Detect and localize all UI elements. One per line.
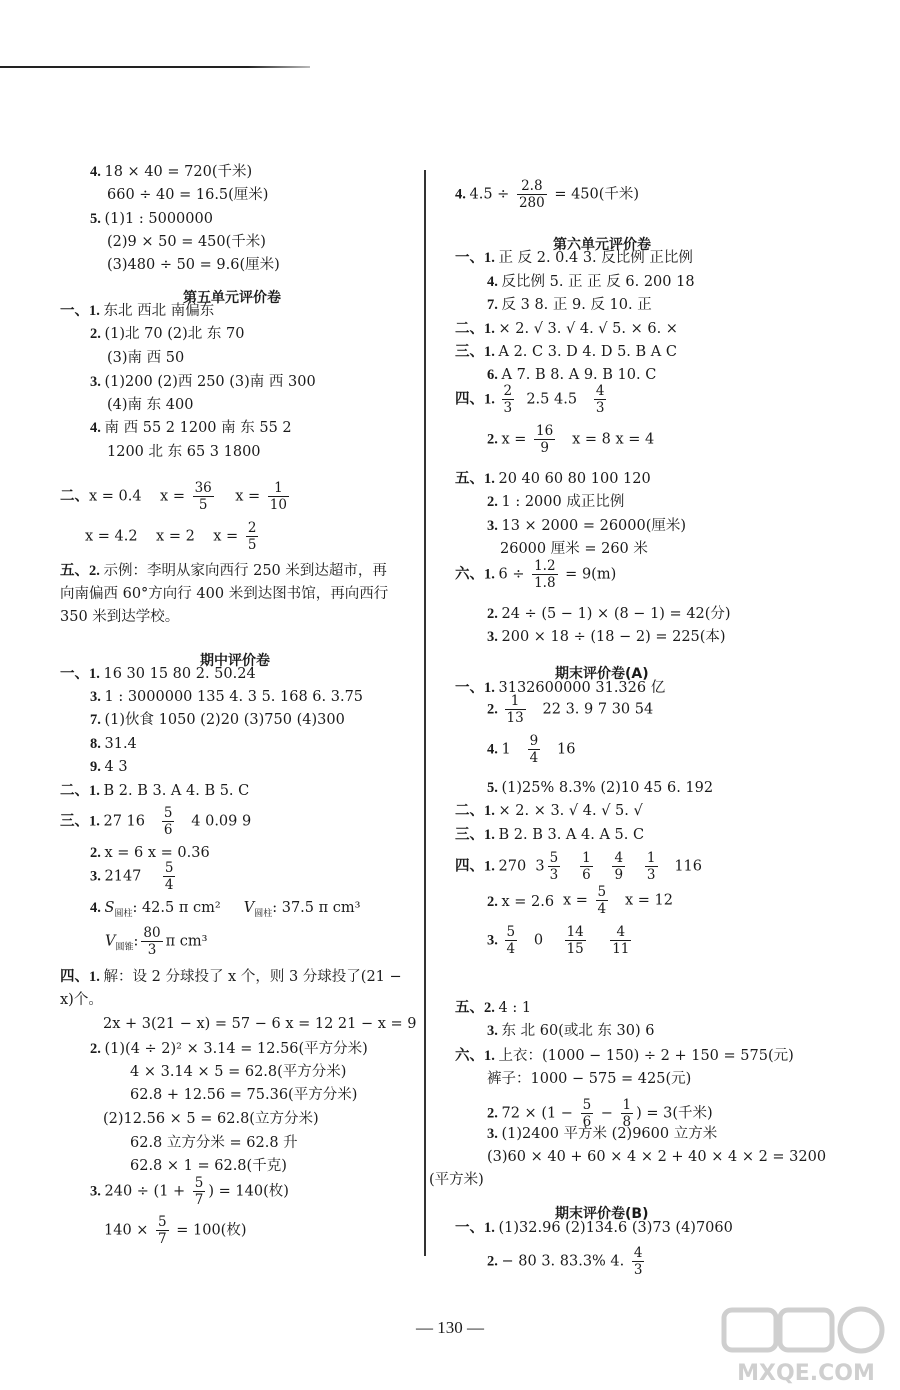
- answer-line: 3. 2147 $\frac{5}{4}$: [90, 860, 174, 893]
- answer-text: (3)南 西 50: [107, 350, 185, 366]
- answer-line: [60, 990, 103, 1010]
- answer-text: 东 北 60(或北 东 30) 6: [501, 1023, 655, 1039]
- answer-line: [103, 1014, 417, 1034]
- answer-text: 660 ÷ 40 = 16.5(厘米): [107, 187, 269, 203]
- answer-line: 2. − 80 3. 83.3% 4. $\frac{4}{3}$: [487, 1245, 643, 1278]
- item-number: 五、2.: [455, 1000, 499, 1016]
- fraction: $\frac{4}{3}$: [633, 1245, 643, 1278]
- answer-line: [487, 295, 652, 315]
- answer-line: [60, 781, 249, 801]
- answer-line: [90, 757, 128, 777]
- answer-line: [107, 348, 184, 368]
- answer-line: [487, 604, 731, 624]
- svg-text:MXQE.COM: MXQE.COM: [737, 1361, 875, 1386]
- answer-text: (1)2400 平方米 (2)9600 立方米: [501, 1126, 718, 1142]
- item-number: 四、1.: [60, 969, 104, 985]
- item-number: 7.: [487, 297, 502, 313]
- answer-text: (1)北 70 (2)北 东 70: [104, 326, 245, 342]
- answer-line: [487, 627, 726, 647]
- answer-text: 解：设 2 分球投了 x 个，则 3 分球投了(21 −: [103, 969, 402, 985]
- fraction: $\frac{14}{15}$: [566, 924, 584, 957]
- item-number: 4.: [90, 164, 105, 180]
- answer-line: [107, 185, 268, 205]
- item-number: 一、1.: [455, 1220, 499, 1236]
- answer-text: 1200 北 东 65 3 1800: [107, 444, 261, 460]
- answer-line: [487, 1147, 826, 1167]
- watermark-logo: [706, 1306, 886, 1386]
- answer-text: (1)200 (2)西 250 (3)南 西 300: [104, 374, 316, 390]
- fraction: $\frac{2}{3}$: [503, 383, 513, 416]
- item-number: 3.: [90, 689, 105, 705]
- item-number: 5.: [90, 211, 105, 227]
- answer-line: 四、1. 270 3 $\frac{5}{3}$ $\frac{1}{6}$ $\frac{4}{9}$ $\frac{1}{3}$ 116: [455, 850, 703, 883]
- section-title-unit6: 第六单元评价卷: [553, 237, 651, 253]
- answer-line: [90, 324, 244, 344]
- answer-text: B 2. B 3. A 4. B 5. C: [103, 783, 250, 799]
- answer-line: [60, 561, 387, 581]
- fraction: $\frac{5}{7}$: [158, 1214, 167, 1247]
- answer-line: [487, 778, 713, 798]
- answer-line: [487, 365, 656, 385]
- fraction: $\frac{5}{6}$: [163, 805, 173, 838]
- fraction: $\frac{1}{13}$: [506, 693, 524, 726]
- item-number: 一、1.: [60, 666, 104, 682]
- section-title-unit5: 第五单元评价卷: [183, 290, 281, 306]
- answer-text: 上衣：(1000 − 150) ÷ 2 + 150 = 575(元): [498, 1048, 794, 1064]
- answer-line: [487, 892, 554, 912]
- fraction: $\frac{4}{11}$: [612, 924, 630, 957]
- fraction: $\frac{1}{8}$: [622, 1097, 632, 1130]
- answer-text: 反比例 5. 正 正 反 6. 200 18: [501, 274, 695, 290]
- answer-text: 350 米到达学校。: [60, 609, 180, 625]
- item-number: 五、1.: [455, 471, 499, 487]
- answer-line: 3. $\frac{5}{4}$ 0 $\frac{14}{15}$ $\frac{4}{11}$: [487, 924, 630, 957]
- fraction: $\frac{16}{9}$: [536, 423, 554, 456]
- item-number: 六、1.: [455, 1048, 499, 1064]
- answer-line: [60, 584, 388, 604]
- answer-line: [455, 998, 531, 1018]
- answer-line: [130, 1133, 298, 1153]
- item-number: 3.: [487, 629, 502, 645]
- answer-text: 1 : 2000 成正比例: [501, 494, 625, 510]
- answer-line: [455, 825, 644, 845]
- answer-line: [90, 418, 292, 438]
- answer-line: 二、x = 0.4 x = $\frac{36}{5}$ x = $\frac{1}{10}$: [60, 480, 287, 513]
- answer-line: [90, 1039, 368, 1059]
- answer-line: x = 4.2 x = 2 x = $\frac{2}{5}$: [85, 520, 257, 553]
- answer-text: 1 : 3000000 135 4. 3 5. 168 6. 3.75: [104, 689, 364, 705]
- fraction: $\frac{5}{3}$: [549, 850, 559, 883]
- answer-text: 24 ÷ (5 − 1) × (8 − 1) = 42(分): [501, 606, 731, 622]
- answer-text: 4 : 1: [498, 1000, 532, 1016]
- answer-text: x)个。: [60, 992, 103, 1008]
- answer-line: 2. 72 × (1 − $\frac{5}{6}$ − $\frac{1}{8}$ ) = 3(千米): [487, 1097, 713, 1130]
- fraction: $\frac{5}{4}$: [164, 860, 174, 893]
- item-number: 4.: [487, 274, 502, 290]
- answer-text: (2)9 × 50 = 450(千米): [107, 234, 266, 250]
- answer-line: [487, 492, 624, 512]
- fraction: $\frac{2}{5}$: [247, 520, 257, 553]
- answer-text: 示例：李明从家向西行 250 米到达超市，再: [103, 563, 387, 579]
- fraction: $\frac{2.8}{280}$: [518, 178, 545, 211]
- answer-text: 16 30 15 80 2. 50.24: [103, 666, 256, 682]
- answer-line: [130, 1156, 287, 1176]
- fraction: $\frac{5}{7}$: [194, 1175, 204, 1208]
- header-rule: [0, 66, 310, 68]
- answer-text: × 2. × 3. √ 4. √ 5. √: [498, 803, 643, 819]
- fraction: $\frac{36}{5}$: [194, 480, 212, 513]
- item-number: 二、1.: [60, 783, 104, 799]
- answer-line: [103, 1109, 319, 1129]
- answer-line: 3. 240 ÷ (1 + $\frac{5}{7}$ ) = 140(枚): [90, 1175, 289, 1208]
- item-number: 3.: [487, 518, 502, 534]
- item-number: 一、1.: [455, 680, 499, 696]
- answer-line: 4. $S_{圆柱}$: 42.5 π cm² $V_{圆柱}$: 37.5 π cm³: [90, 900, 361, 919]
- answer-line: 2. x = $\frac{16}{9}$ x = 8 x = 4: [487, 423, 655, 456]
- answer-text: 正 反 2. 0.4 3. 反比例 正比例: [498, 250, 693, 266]
- answer-line: [455, 1046, 794, 1066]
- answer-line: [107, 232, 266, 252]
- answer-text: 62.8 立方分米 = 62.8 升: [130, 1135, 298, 1151]
- page-number: — 130 —: [416, 1318, 484, 1337]
- answer-line: [107, 395, 193, 415]
- answer-text: x = 2.6: [501, 894, 555, 910]
- answer-text: 26000 厘米 = 260 米: [500, 541, 648, 557]
- answer-line: [60, 607, 179, 627]
- item-number: 6.: [487, 367, 502, 383]
- answer-line: [90, 209, 213, 229]
- answer-text: 62.8 + 12.56 = 75.36(平方分米): [130, 1087, 358, 1103]
- item-number: 2.: [90, 1041, 105, 1057]
- answer-text: 南 西 55 2 1200 南 东 55 2: [104, 420, 292, 436]
- answer-line: [90, 734, 137, 754]
- answer-line: [500, 539, 648, 559]
- answer-line: [90, 687, 363, 707]
- answer-text: (3)480 ÷ 50 = 9.6(厘米): [107, 257, 280, 273]
- answer-line: [487, 1069, 691, 1089]
- answer-text: 向南偏西 60°方向行 400 米到达图书馆，再向西行: [60, 586, 389, 602]
- fraction: $\frac{1.2}{1.8}$: [534, 558, 556, 591]
- answer-text: A 2. C 3. D 4. D 5. B A C: [498, 344, 677, 360]
- answer-text: 18 × 40 = 720(千米): [104, 164, 253, 180]
- answer-text: (1)25% 8.3% (2)10 45 6. 192: [501, 780, 714, 796]
- answer-line: 4. 4.5 ÷ $\frac{2.8}{280}$ = 450(千米): [455, 178, 640, 211]
- section-title-final-b: 期末评价卷(B): [555, 1206, 649, 1222]
- item-number: 2.: [487, 606, 502, 622]
- answer-line: [130, 1085, 357, 1105]
- fraction: $\frac{5}{4}$: [506, 924, 516, 957]
- fraction: $\frac{4}{3}$: [595, 383, 605, 416]
- answer-line: [107, 442, 261, 462]
- answer-line: [60, 967, 402, 987]
- answer-line: [455, 342, 677, 362]
- item-number: 4.: [90, 420, 105, 436]
- item-number: 2.: [90, 845, 105, 861]
- item-number: 3.: [487, 1023, 502, 1039]
- item-number: 3.: [90, 374, 105, 390]
- answer-line: [107, 255, 280, 275]
- answer-line: 4. 1 $\frac{9}{4}$ 16: [487, 733, 576, 766]
- answer-line: [90, 710, 345, 730]
- answer-text: 3132600000 31.326 亿: [498, 680, 666, 696]
- answer-text: 4 × 3.14 × 5 = 62.8(平方分米): [130, 1064, 347, 1080]
- answer-text: (2)12.56 × 5 = 62.8(立方分米): [103, 1111, 319, 1127]
- item-number: 三、1.: [455, 344, 499, 360]
- answer-line: [455, 319, 678, 339]
- item-number: 2.: [90, 326, 105, 342]
- answer-line: [90, 162, 252, 182]
- answer-line: [487, 1021, 655, 1041]
- fraction: $\frac{1}{3}$: [646, 850, 656, 883]
- answer-text: 4 3: [104, 759, 128, 775]
- item-number: 9.: [90, 759, 105, 775]
- answer-text: 裤子：1000 − 575 = 425(元): [487, 1071, 692, 1087]
- item-number: 8.: [90, 736, 105, 752]
- item-number: 2.: [487, 494, 502, 510]
- answer-line: $V_{圆锥}$: $\frac{80}{3}$ π cm³: [105, 925, 208, 958]
- answer-text: 62.8 × 1 = 62.8(千克): [130, 1158, 287, 1174]
- answer-text: (1)(4 ÷ 2)² × 3.14 = 12.56(平方分米): [104, 1041, 368, 1057]
- item-number: 一、1.: [60, 303, 104, 319]
- fraction: $\frac{5}{6}$: [582, 1097, 592, 1130]
- item-number: 2.: [487, 894, 502, 910]
- answer-text: (3)60 × 40 + 60 × 4 × 2 + 40 × 4 × 2 = 3200: [487, 1149, 827, 1165]
- answer-text: (平方米): [429, 1172, 484, 1188]
- answer-text: (1)1 : 5000000: [104, 211, 213, 227]
- answer-text: × 2. √ 3. √ 4. √ 5. × 6. ×: [498, 321, 678, 337]
- fraction: $\frac{5}{4}$: [597, 884, 607, 917]
- answer-line: [455, 469, 651, 489]
- fraction: $\frac{80}{3}$: [143, 925, 161, 958]
- answer-text: 东北 西北 南偏东: [103, 303, 215, 319]
- answer-text: A 7. B 8. A 9. B 10. C: [501, 367, 657, 383]
- answer-line: [130, 1062, 346, 1082]
- section-title-final-a: 期末评价卷(A): [555, 666, 649, 682]
- answer-line: [487, 516, 686, 536]
- answer-text: (1)伙食 1050 (2)20 (3)750 (4)300: [104, 712, 345, 728]
- fraction: $\frac{1}{10}$: [269, 480, 287, 513]
- answer-text: 反 3 8. 正 9. 反 10. 正: [501, 297, 652, 313]
- item-number: 二、1.: [455, 803, 499, 819]
- answer-line: 六、1. 6 ÷ $\frac{1.2}{1.8}$ = 9(m): [455, 558, 617, 591]
- item-number: 5.: [487, 780, 502, 796]
- fraction: $\frac{9}{4}$: [529, 733, 539, 766]
- answer-text: (4)南 东 400: [107, 397, 194, 413]
- answer-text: 31.4: [104, 736, 137, 752]
- answer-line: [455, 801, 643, 821]
- answer-text: 200 × 18 ÷ (18 − 2) = 225(本): [501, 629, 726, 645]
- answer-line: 2. $\frac{1}{13}$ 22 3. 9 7 30 54: [487, 693, 654, 726]
- answer-text: B 2. B 3. A 4. A 5. C: [498, 827, 645, 843]
- answer-text: 20 40 60 80 100 120: [498, 471, 651, 487]
- answer-line: [90, 372, 316, 392]
- item-number: 三、1.: [455, 827, 499, 843]
- answer-line: 三、1. 27 16 $\frac{5}{6}$ 4 0.09 9: [60, 805, 252, 838]
- answer-line: [429, 1170, 484, 1190]
- section-title-midterm: 期中评价卷: [200, 653, 270, 669]
- item-number: 7.: [90, 712, 105, 728]
- answer-line: x = $\frac{5}{4}$ x = 12: [563, 884, 673, 917]
- fraction: $\frac{1}{6}$: [582, 850, 591, 883]
- answer-text: x = 6 x = 0.36: [104, 845, 210, 861]
- answer-line: 140 × $\frac{5}{7}$ = 100(枚): [104, 1214, 247, 1247]
- fraction: $\frac{4}{9}$: [614, 850, 624, 883]
- item-number: 二、1.: [455, 321, 499, 337]
- item-number: 3.: [487, 1126, 502, 1142]
- column-divider: [424, 170, 426, 1256]
- answer-text: 13 × 2000 = 26000(厘米): [501, 518, 687, 534]
- item-number: 五、2.: [60, 563, 104, 579]
- answer-line: 四、1. $\frac{2}{3}$ 2.5 4.5 $\frac{4}{3}$: [455, 383, 605, 416]
- answer-text: 2x + 3(21 − x) = 57 − 6 x = 12 21 − x = 9: [103, 1016, 417, 1032]
- item-number: 一、1.: [455, 250, 499, 266]
- answer-line: [487, 272, 695, 292]
- answer-text: (1)32.96 (2)134.6 (3)73 (4)7060: [498, 1220, 733, 1236]
